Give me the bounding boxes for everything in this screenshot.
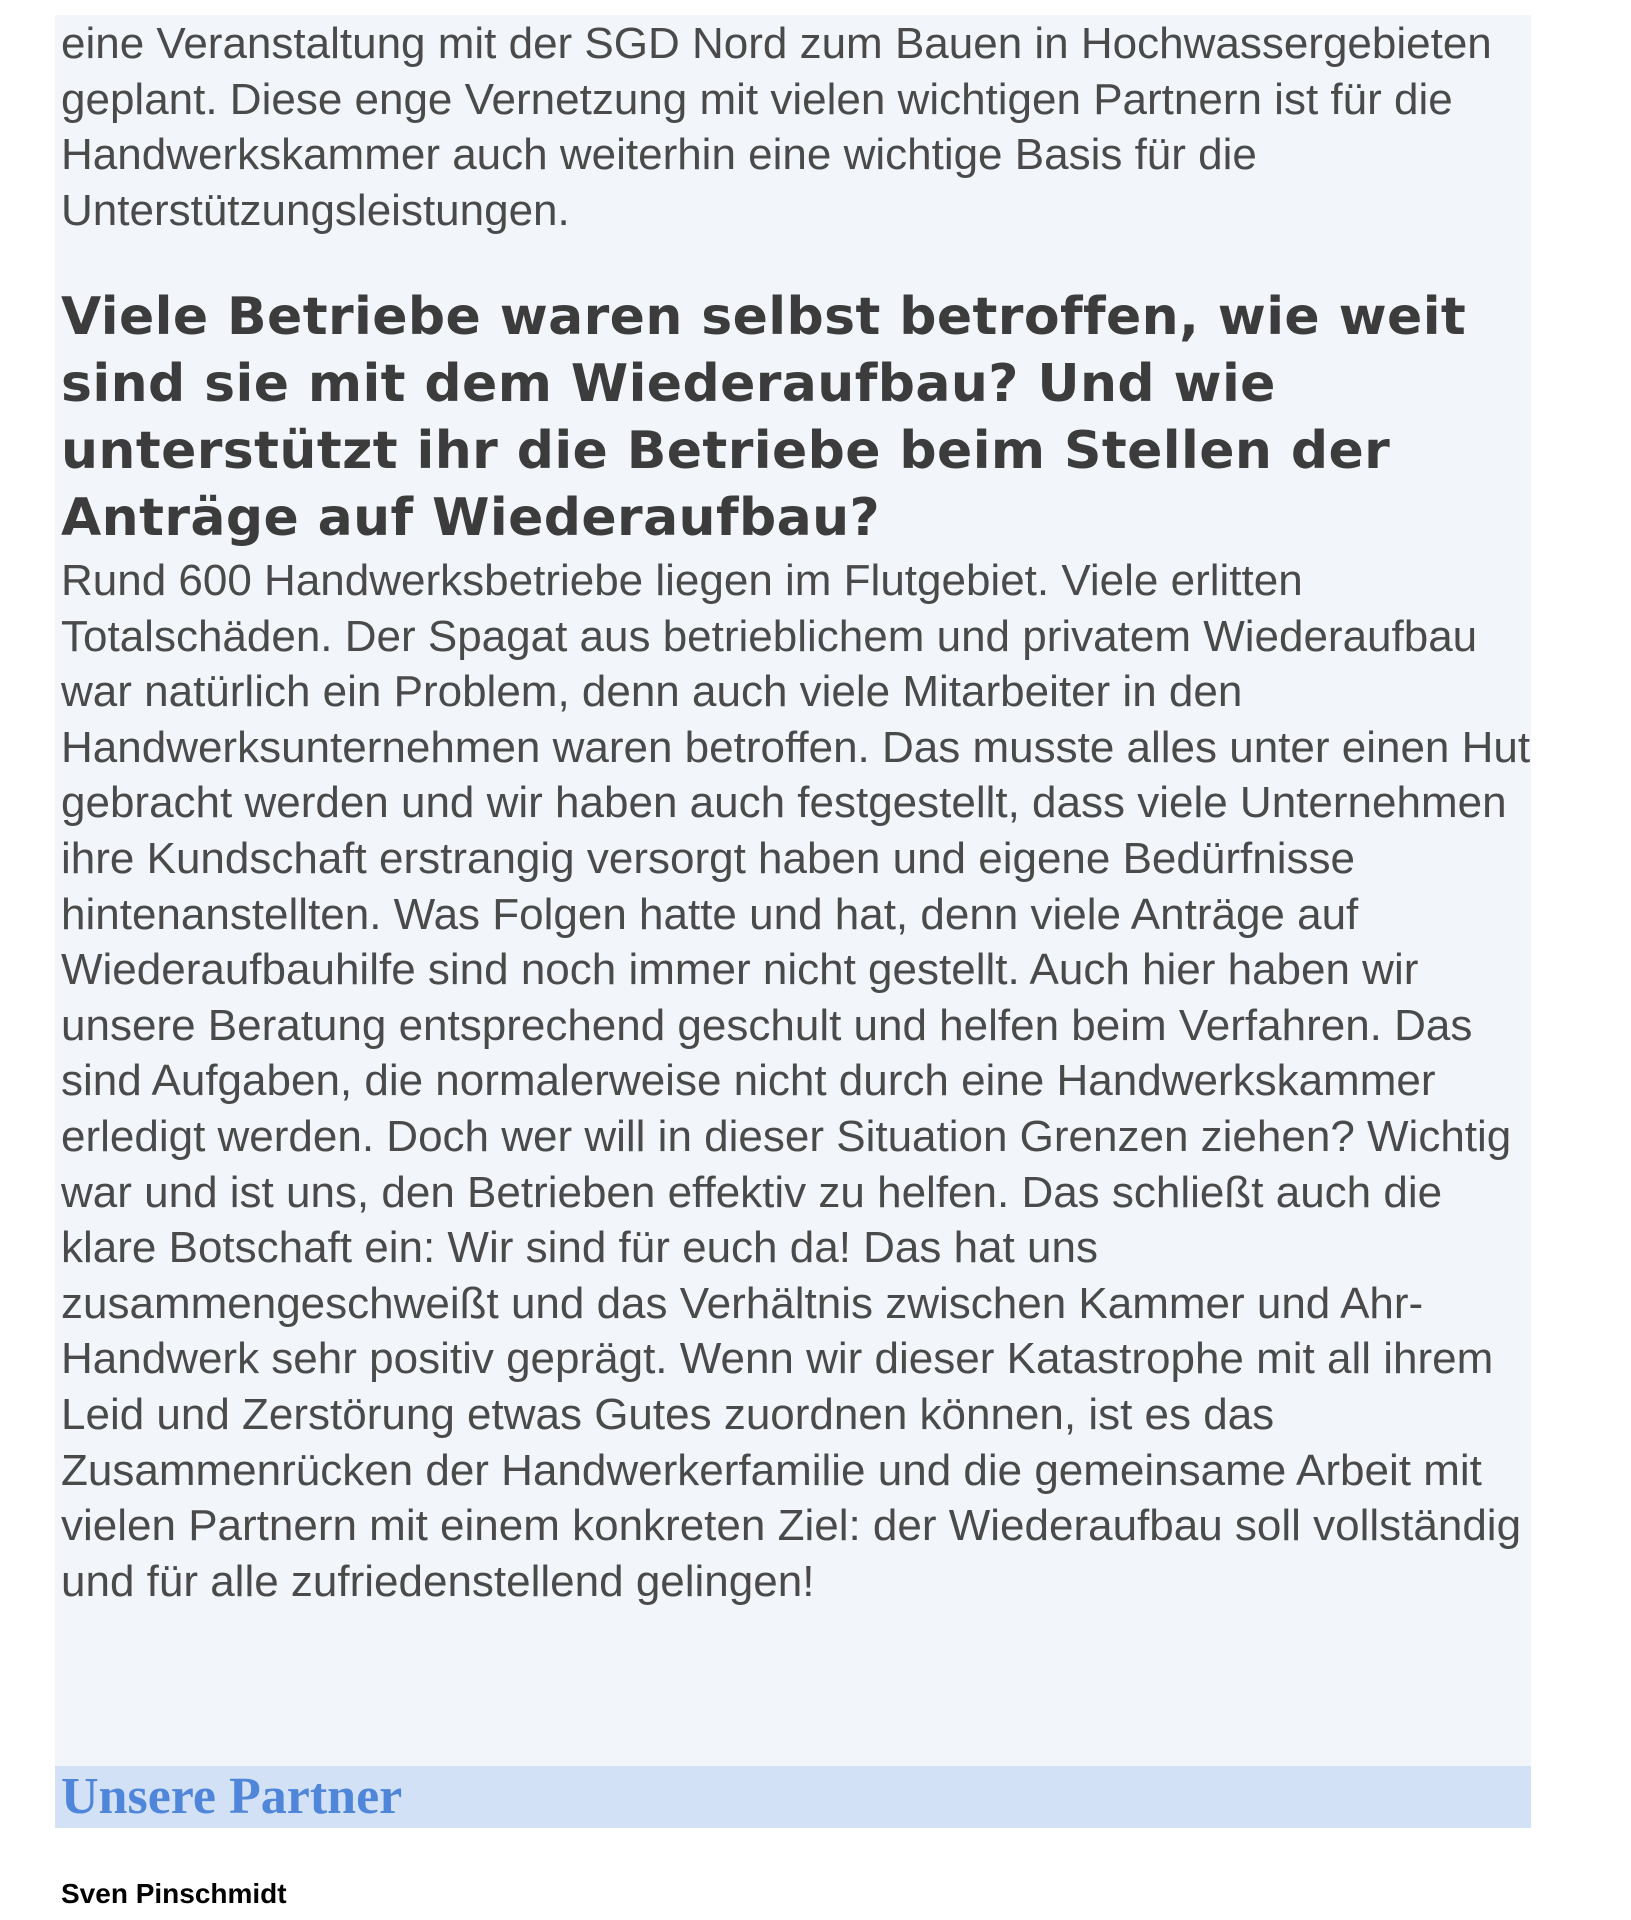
- partners-heading: Unsere Partner: [61, 1768, 403, 1825]
- author-name: Sven Pinschmidt: [61, 1878, 287, 1909]
- intro-paragraph: eine Veranstaltung mit der SGD Nord zum Bauen in Hochwassergebieten geplant. Diese enge Vernetzung mit vielen wichtigen Partnern ist für die Handwerkskammer auch weiterhin eine wichtige Basis für die Unterstützungsleistungen.: [61, 19, 1492, 235]
- interview-question: Viele Betriebe waren selbst betroffen, wie weit sind sie mit dem Wiederaufbau? Und wie unterstützt ihr die Betriebe beim Stellen der Anträge auf Wiederaufbau?: [61, 287, 1467, 548]
- interview-answer: Rund 600 Handwerksbetriebe liegen im Flutgebiet. Viele erlitten Totalschäden. Der Spagat aus betrieblichem und privatem Wiederaufbau war natürlich ein Problem, denn auch viele Mitarbeiter in den Handwerksunternehmen waren betroffen. Das musste alles unter einen Hut gebracht werden und wir haben auch festgestellt, dass viele Unternehmen ihre Kundschaft erstrangig versorgt haben und eigene Bedürfnisse hintenanstellten. Was Folgen hatte und hat, denn viele Anträge auf Wiederaufbauhilfe sind noch immer nicht gestellt. Auch hier haben wir unsere Beratung entsprechend geschult und helfen beim Verfahren. Das sind Aufgaben, die normalerweise nicht durch eine Handwerkskammer erledigt werden. Doch wer will in dieser Situation Grenzen ziehen? Wichtig war und ist uns, den Betrieben effektiv zu helfen. Das schließt auch die klare Botschaft ein: Wir sind für euch da! Das hat uns zusammengeschweißt und das Verhältnis zwischen Kammer und Ahr-Handwerk sehr positiv geprägt. Wenn wir dieser Katastrophe mit all ihrem Leid und Zerstörung etwas Gutes zuordnen können, ist es das Zusammenrücken der Handwerkerfamilie und die gemeinsame Arbeit mit vielen Partnern mit einem konkreten Ziel: der Wiederaufbau soll vollständig und für alle zufriedenstellend gelingen!: [61, 556, 1531, 1606]
